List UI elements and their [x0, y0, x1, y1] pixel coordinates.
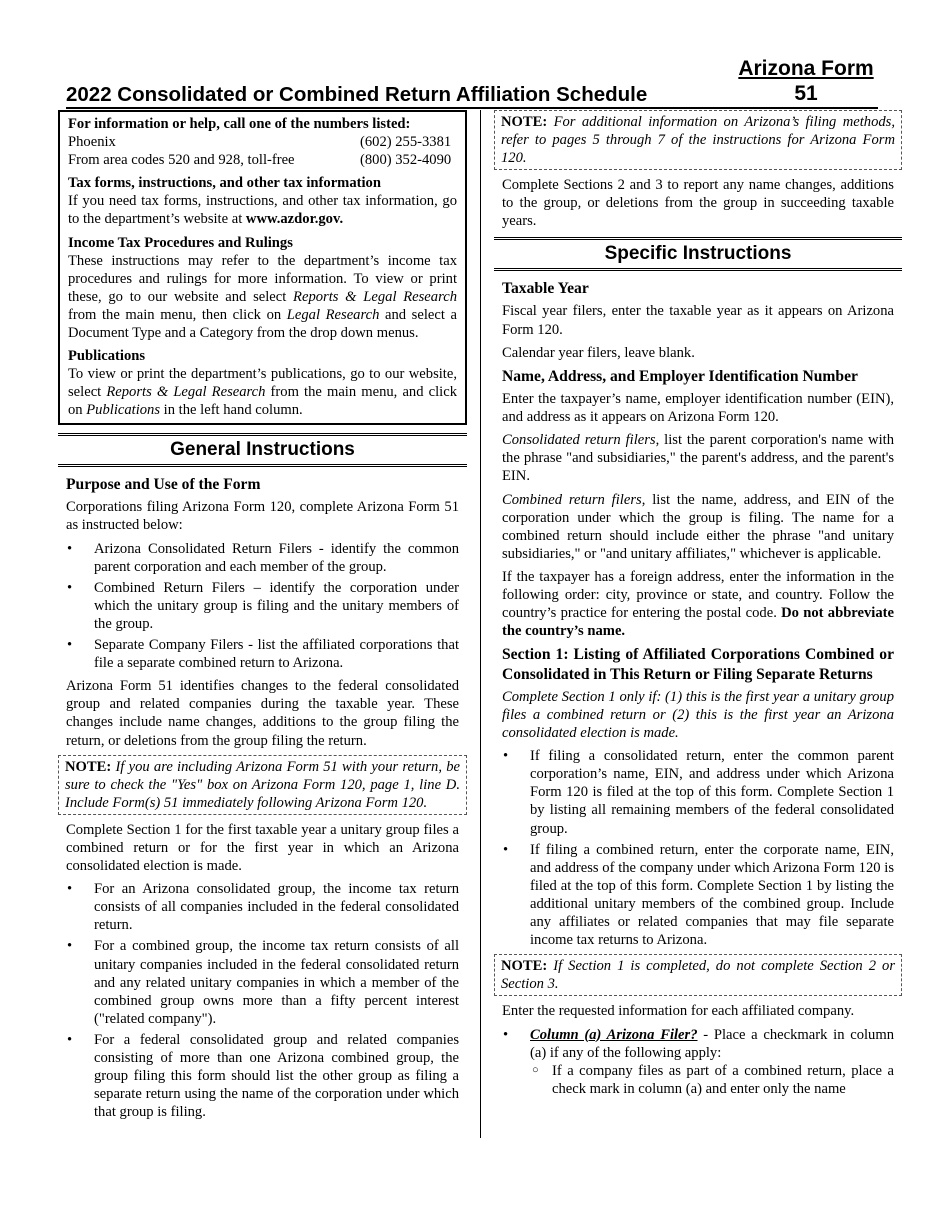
section1-italic-text: Complete Section 1 only if: (1) this is the first year a unitary group files a combined return or (2) this is the first year an Arizona consolidated election is made. — [502, 688, 894, 742]
consolidated-filers-text: Consolidated return filers, list the parent corporation's name with the phrase "and subsidiaries," the parent's address, and the parent's EIN. — [502, 432, 894, 485]
column-a-sublist — [530, 1062, 894, 1098]
tollfree-phone: (800) 352-4090 — [360, 152, 452, 169]
changes-text: Arizona Form 51 identifies changes to the federal consolidated group and related companies during the taxable year. These changes include name changes, additions to the group filing the return, or deletions from the group filing the return. — [66, 678, 459, 749]
filer-type-list — [66, 540, 459, 673]
form-number-line1: Arizona Form — [738, 57, 874, 80]
taxable-year-text1: Fiscal year filers, enter the taxable year as it appears on Arizona Form 120. — [502, 303, 894, 338]
website-link[interactable]: www.azdor.gov. — [245, 211, 344, 228]
list-item: • If filing a combined return, enter the corporate name, EIN, and address of the company under which Arizona Form 120 is filed at the top of this form. Complete Section 1 by listing the additional unitary members of the combined group. Include any affiliates or related companies that may file separate income tax returns to Arizona. — [530, 841, 894, 950]
phone-row-tollfree — [68, 151, 457, 169]
section1-text: Complete Section 1 for the first taxable year a unitary group files a combined return or for the first year in which an Arizona consolidated election is made. — [66, 821, 459, 875]
group-type-list — [66, 880, 459, 1121]
header-rule — [66, 107, 878, 109]
sections-2-3-text: Complete Sections 2 and 3 to report any name changes, additions to the group, or deletions from the group in succeeding taxable years. — [502, 177, 894, 230]
combined-filers-text: Combined return filers, list the name, address, and EIN of the corporation under which the group is filing. The name for a combined return should include either the phrase "and unitary subsidiaries," or "and unitary affiliates," whichever is applicable. — [502, 491, 895, 562]
note-box-filing-methods: NOTE: For additional information on Arizona’s filing methods, refer to pages 5 through 7 of the instructions for Arizona Form 120. — [494, 110, 902, 170]
general-instructions-heading: General Instructions — [58, 433, 467, 468]
enter-info-text: Enter the requested information for each affiliated company. — [502, 1003, 855, 1020]
list-item: • Separate Company Filers - list the affiliated corporations that file a separate combined return to Arizona. — [94, 636, 459, 672]
name-address-text: Enter the taxpayer’s name, employer identification number (EIN), and address as it appears on Arizona Form 120. — [502, 391, 894, 426]
note-box-include-form: NOTE: If you are including Arizona Form 51 with your return, be sure to check the "Yes" box on Arizona Form 120, page 1, line D. Include Form(s) 51 immediately following Arizona Form 120. — [58, 755, 467, 815]
section1-heading: Section 1: Listing of Affiliated Corporations Combined or Consolidated in This Return or Filing Separate Returns — [502, 646, 894, 683]
purpose-text: Corporations filing Arizona Form 120, complete Arizona Form 51 as instructed below: — [66, 499, 459, 534]
list-item: ○ If a company files as part of a combined return, place a check mark in column (a) and enter only the name — [552, 1062, 894, 1098]
list-item: • Arizona Consolidated Return Filers - identify the common parent corporation and each member of the group. — [94, 540, 459, 576]
column-a-list — [502, 1026, 894, 1098]
left-column — [58, 110, 467, 1126]
foreign-address-text: If the taxpayer has a foreign address, enter the information in the following order: city, province or state, and country. Follow the country’s practice for entering the postal code. Do not abbreviate the country’s name. — [502, 568, 894, 640]
form-number-line2: 51 — [794, 82, 818, 106]
column-divider — [480, 110, 481, 1138]
purpose-heading: Purpose and Use of the Form — [66, 476, 261, 494]
taxable-year-heading: Taxable Year — [502, 280, 589, 298]
list-item: • Combined Return Filers – identify the corporation under which the unitary group is filing and the unitary members of the group. — [94, 579, 459, 633]
list-item: • For an Arizona consolidated group, the income tax return consists of all companies included in the federal consolidated return. — [94, 880, 459, 934]
phoenix-label: Phoenix — [68, 134, 116, 151]
page-title: 2022 Consolidated or Combined Return Affiliation Schedule — [66, 83, 648, 106]
rulings-text: These instructions may refer to the department’s income tax procedures and rulings for more information. To view or print these, go to our website and select Reports & Legal Research from the main menu, then click on Legal Research and select a Document Type and a Category from the drop down menus. — [68, 252, 457, 342]
note-box-section1: NOTE: If Section 1 is completed, do not complete Section 2 or Section 3. — [494, 954, 902, 996]
list-item: • For a combined group, the income tax return consists of all unitary companies included in the federal consolidated return and any related unitary companies in which a member of the combined group owns more than a fifty percent interest ("related company"). — [94, 937, 459, 1027]
right-column — [494, 110, 902, 1103]
list-item: • For a federal consolidated group and related companies consisting of more than one Arizona combined group, the group filing this form should list the other group as filing a separate return using the name of the corporation under which that group is filing. — [94, 1031, 459, 1121]
forms-text: If you need tax forms, instructions, and other tax information, go to the department’s website at www.azdor.gov. — [68, 193, 457, 228]
specific-instructions-heading: Specific Instructions — [494, 237, 902, 272]
taxable-year-text2: Calendar year filers, leave blank. — [502, 344, 695, 361]
tollfree-label: From area codes 520 and 928, toll-free — [68, 152, 295, 169]
publications-heading: Publications — [68, 348, 146, 365]
help-info-box — [58, 110, 467, 425]
phoenix-phone: (602) 255-3381 — [360, 134, 452, 151]
forms-heading: Tax forms, instructions, and other tax information — [68, 175, 381, 192]
phone-row-phoenix — [68, 133, 457, 151]
list-item: • If filing a consolidated return, enter the common parent corporation’s name, EIN, and address under which Arizona Form 120 is filed at the top of this form. Complete Section 1 by listing all remaining members of the federal consolidated group. — [530, 747, 894, 837]
rulings-heading: Income Tax Procedures and Rulings — [68, 234, 293, 251]
list-item: • Column (a) Arizona Filer? - Place a checkmark in column (a) if any of the following apply: ○ If a company files as part of a combined return, place a check mark in column (a) and enter only the name — [530, 1026, 894, 1098]
publications-text: To view or print the department’s publications, go to our website, select Reports & Legal Research from the main menu, and click on Publications in the left hand column. — [68, 366, 457, 419]
name-address-heading: Name, Address, and Employer Identification Number — [502, 367, 858, 385]
section1-list — [502, 747, 894, 949]
help-heading: For information or help, call one of the numbers listed: — [68, 116, 411, 132]
